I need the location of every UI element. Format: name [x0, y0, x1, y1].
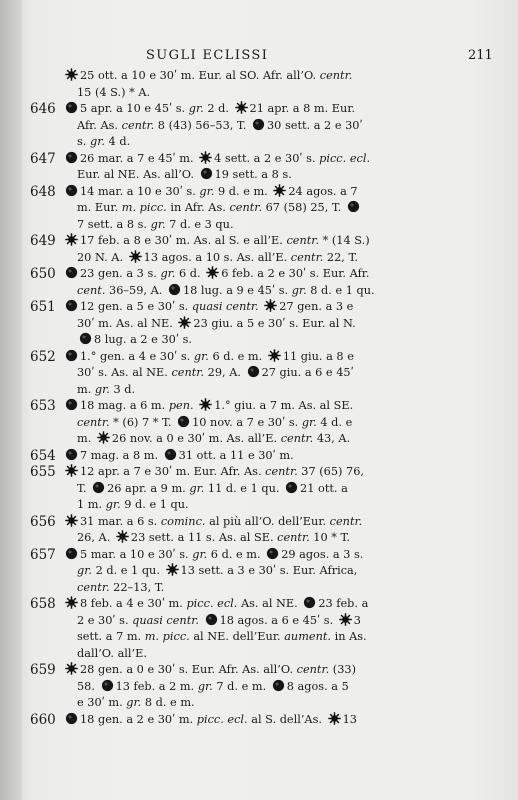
- text-run: 2 e 30ʹ s.: [77, 613, 133, 627]
- text-run: 4 sett. a 2 e 30ʹ s.: [214, 151, 320, 165]
- eclipse-entry: [0, 547, 518, 597]
- text-run: s.: [77, 135, 90, 148]
- lunar-eclipse-icon: [92, 481, 105, 494]
- eclipse-entry: [0, 299, 518, 349]
- text-line: [63, 497, 478, 514]
- text-run: 13 agos. a 10 s. As. all’E.: [143, 250, 291, 264]
- entry-text: [63, 596, 478, 662]
- solar-eclipse-icon: [199, 151, 212, 164]
- lunar-eclipse-icon: [65, 398, 78, 411]
- entry-text: [63, 514, 478, 547]
- solar-eclipse-icon: [264, 299, 277, 312]
- text-line: [63, 679, 478, 696]
- text-run: in As.: [331, 630, 367, 643]
- text-line: [63, 85, 478, 102]
- entry-year-number: 646: [30, 101, 56, 117]
- entry-year-number: 651: [30, 299, 56, 315]
- eclipse-entry: [0, 266, 518, 299]
- entry-year-number: 649: [30, 233, 56, 249]
- text-run: 15 (4 S.) * A.: [77, 85, 151, 99]
- text-run: 28 gen. a 0 e 30ʹ s. Eur. Afr. As. all’O.: [80, 663, 297, 676]
- text-run: 7 d. e m.: [212, 679, 270, 693]
- text-line: [63, 662, 478, 679]
- entry-text: [63, 151, 478, 184]
- text-run: [194, 399, 198, 412]
- text-run: 10 * T.: [309, 531, 350, 544]
- lunar-eclipse-icon: [101, 679, 114, 692]
- text-run: 18 gen. a 2 e 30ʹ m.: [80, 712, 197, 726]
- italic-term: centr.: [329, 514, 363, 528]
- text-line: [63, 712, 478, 729]
- text-run: 12 gen. a 5 e 30ʹ s.: [80, 300, 192, 313]
- text-run: 2 d. e 1 qu.: [91, 564, 164, 577]
- lunar-eclipse-icon: [177, 415, 190, 428]
- entry-text: [63, 299, 478, 349]
- text-run: al S. dell’As.: [247, 712, 326, 726]
- italic-term: gr.: [193, 349, 209, 363]
- running-title: SUGLI ECLISSI: [146, 48, 269, 63]
- text-run: 26 apr. a 9 m.: [107, 481, 190, 495]
- text-run: 5 mar. a 10 e 30ʹ s.: [80, 547, 193, 561]
- text-run: dall’O. all’E.: [77, 646, 147, 660]
- text-line: [63, 547, 478, 564]
- text-run: 12 apr. a 7 e 30ʹ m. Eur. Afr. As.: [80, 465, 266, 478]
- eclipse-entry: [0, 596, 518, 662]
- entry-text: [63, 464, 478, 514]
- text-line: [63, 629, 478, 646]
- text-line: [63, 580, 478, 597]
- italic-term: gr.: [189, 481, 205, 495]
- entry-year-number: 650: [30, 266, 56, 282]
- solar-eclipse-icon: [65, 464, 78, 477]
- eclipse-entry: [0, 349, 518, 399]
- italic-term: centr.: [296, 663, 330, 676]
- page-number: 211: [468, 48, 493, 63]
- text-line: [63, 101, 478, 118]
- italic-term: centr.: [290, 250, 324, 264]
- text-run: 8 feb. a 4 e 30ʹ m.: [80, 597, 187, 610]
- text-line: [63, 382, 478, 399]
- text-run: 11 giu. a 8 e: [282, 349, 354, 363]
- text-run: 7 d. e 3 qu.: [165, 217, 234, 231]
- italic-term: aument.: [284, 630, 332, 643]
- text-run: 2 d.: [203, 102, 233, 115]
- text-line: [63, 151, 478, 168]
- solar-eclipse-icon: [178, 316, 191, 329]
- text-line: [63, 415, 478, 432]
- text-run: [259, 300, 263, 313]
- solar-eclipse-icon: [273, 184, 286, 197]
- entry-text: [63, 184, 478, 234]
- italic-term: centr.: [280, 432, 314, 445]
- lunar-eclipse-icon: [252, 118, 265, 131]
- eclipse-entry: [0, 151, 518, 184]
- text-line: [63, 283, 478, 300]
- text-line: [63, 613, 478, 630]
- entry-text: [63, 101, 478, 151]
- text-line: [63, 266, 478, 283]
- italic-term: gr.: [192, 547, 208, 561]
- text-run: 9 d. e 1 qu.: [120, 498, 189, 511]
- text-run: 6 feb. a 2 e 30ʹ s. Eur. Afr.: [221, 267, 370, 280]
- text-run: T.: [77, 481, 91, 495]
- entry-text: [63, 712, 478, 729]
- text-line: [63, 167, 478, 184]
- eclipse-entry: [0, 448, 518, 465]
- text-run: 6 d.: [175, 267, 205, 280]
- solar-eclipse-icon: [206, 266, 219, 279]
- entry-text: [63, 448, 478, 465]
- italic-term: picc. ecl.: [196, 712, 248, 726]
- text-run: 20 N. A.: [77, 250, 127, 264]
- italic-term: gr.: [105, 498, 121, 511]
- solar-eclipse-icon: [199, 398, 212, 411]
- italic-term: quasi centr.: [191, 300, 259, 313]
- solar-eclipse-icon: [268, 349, 281, 362]
- italic-term: cominc.: [160, 514, 206, 528]
- text-line: [63, 349, 478, 366]
- italic-term: cent.: [77, 283, 106, 297]
- text-run: 1.° gen. a 4 e 30ʹ s.: [80, 349, 194, 363]
- text-line: [63, 398, 478, 415]
- text-line: [63, 200, 478, 217]
- italic-term: gr.: [77, 564, 92, 577]
- text-run: m.: [77, 432, 95, 445]
- text-run: al NE. dell’Eur.: [189, 630, 285, 643]
- text-line: [63, 448, 478, 465]
- solar-eclipse-icon: [116, 530, 129, 543]
- text-run: 21 apr. a 8 m. Eur.: [249, 102, 356, 115]
- text-run: * (14 S.): [319, 234, 370, 247]
- text-run: 29, A.: [204, 366, 245, 379]
- text-run: sett. a 7 m.: [77, 630, 145, 643]
- text-run: 24 agos. a 7: [288, 184, 358, 198]
- page-header: [0, 48, 518, 68]
- solar-eclipse-icon: [339, 613, 352, 626]
- text-run: 23 giu. a 5 e 30ʹ s. Eur. al N.: [193, 316, 356, 330]
- lunar-eclipse-icon: [65, 266, 78, 279]
- text-run: 27 gen. a 3 e: [279, 300, 354, 313]
- entry-year-number: 658: [30, 596, 56, 612]
- solar-eclipse-icon: [65, 68, 78, 81]
- text-run: 11 d. e 1 qu.: [204, 481, 284, 495]
- text-line: [63, 481, 478, 498]
- text-line: [63, 695, 478, 712]
- solar-eclipse-icon: [235, 101, 248, 114]
- lunar-eclipse-icon: [272, 679, 285, 692]
- lunar-eclipse-icon: [79, 332, 92, 345]
- text-run: 25 ott. a 10 e 30ʹ m. Eur. al SO. Afr. all’O.: [80, 69, 320, 82]
- text-line: [63, 250, 478, 267]
- italic-term: centr.: [286, 234, 320, 247]
- text-run: 7 mag. a 8 m.: [80, 448, 162, 462]
- italic-term: picc. ecl.: [186, 597, 238, 610]
- text-run: 8 (43) 56–53, T.: [154, 118, 250, 132]
- italic-term: centr.: [77, 580, 110, 594]
- eclipse-entry: [0, 662, 518, 712]
- text-run: 4 d.: [104, 135, 131, 148]
- text-run: 13: [342, 712, 357, 726]
- eclipse-entry: [0, 184, 518, 234]
- solar-eclipse-icon: [328, 712, 341, 725]
- text-run: 43, A.: [313, 432, 351, 445]
- entry-text: [63, 398, 478, 448]
- entry-year-number: 657: [30, 546, 56, 563]
- italic-term: gr.: [160, 267, 176, 280]
- eclipse-entry: [0, 514, 518, 547]
- text-run: 22, T.: [323, 250, 358, 264]
- lunar-eclipse-icon: [65, 547, 78, 560]
- text-run: 8 agos. a 5: [286, 679, 349, 693]
- text-run: 29 agos. a 3 s.: [281, 547, 364, 561]
- lunar-eclipse-icon: [65, 712, 78, 725]
- entry-year-number: 659: [30, 662, 56, 678]
- solar-eclipse-icon: [65, 514, 78, 527]
- lunar-eclipse-icon: [205, 613, 218, 626]
- text-run: 18 mag. a 6 m.: [80, 399, 169, 412]
- text-line: [63, 596, 478, 613]
- text-run: 6 d. e m.: [208, 349, 266, 363]
- eclipse-entry: [0, 233, 518, 266]
- text-run: [199, 614, 203, 627]
- italic-term: centr.: [319, 69, 353, 82]
- entry-year-number: 653: [30, 398, 56, 414]
- text-run: 18 agos. a 6 e 45ʹ s.: [219, 613, 337, 627]
- text-run: 67 (58) 25, T.: [262, 201, 345, 214]
- text-run: 30ʹ m. As. al NE.: [77, 316, 177, 330]
- text-run: 13 sett. a 3 e 30ʹ s. Eur. Africa,: [180, 564, 358, 577]
- text-run: 19 sett. a 8 s.: [214, 168, 292, 181]
- italic-term: gr.: [301, 415, 317, 429]
- text-run: 23 gen. a 3 s.: [80, 267, 161, 280]
- text-run: 26 mar. a 7 e 45ʹ m.: [80, 151, 198, 165]
- text-run: m. Eur.: [77, 201, 122, 214]
- text-line: [63, 646, 478, 663]
- lunar-eclipse-icon: [65, 299, 78, 312]
- italic-term: gr.: [291, 283, 307, 297]
- solar-eclipse-icon: [65, 596, 78, 609]
- entry-year-number: 652: [30, 348, 56, 365]
- italic-term: centr.: [171, 366, 205, 379]
- text-run: 30 sett. a 2 e 30ʹ: [267, 118, 363, 132]
- solar-eclipse-icon: [166, 563, 179, 576]
- entry-text: [63, 68, 478, 101]
- italic-term: gr.: [188, 102, 204, 115]
- text-run: 14 mar. a 10 e 30ʹ s.: [80, 184, 200, 198]
- text-run: 23 sett. a 11 s. As. al SE.: [130, 531, 278, 544]
- text-line: [63, 332, 478, 349]
- lunar-eclipse-icon: [303, 596, 316, 609]
- text-run: 31 ott. a 11 e 30ʹ m.: [178, 448, 294, 462]
- italic-term: centr.: [77, 415, 110, 429]
- lunar-eclipse-icon: [65, 184, 78, 197]
- italic-term: gr.: [150, 217, 166, 231]
- text-run: 58.: [77, 679, 99, 693]
- text-line: [63, 563, 478, 580]
- entry-year-number: 654: [30, 447, 56, 464]
- italic-term: m. picc.: [121, 201, 167, 214]
- text-line: [63, 530, 478, 547]
- text-line: [63, 299, 478, 316]
- eclipse-entry: [0, 464, 518, 514]
- italic-term: centr.: [265, 465, 298, 478]
- lunar-eclipse-icon: [247, 365, 260, 378]
- text-run: 4 d. e: [316, 415, 353, 429]
- text-line: [63, 233, 478, 250]
- italic-term: centr.: [121, 118, 155, 132]
- text-run: 21 ott. a: [300, 481, 348, 495]
- text-run: (33): [329, 663, 356, 676]
- italic-term: gr.: [94, 382, 110, 396]
- text-line: [63, 514, 478, 531]
- text-run: 18 lug. a 9 e 45ʹ s.: [182, 283, 292, 297]
- entry-text: [63, 547, 478, 597]
- italic-term: quasi centr.: [132, 613, 199, 627]
- lunar-eclipse-icon: [168, 283, 181, 296]
- entry-year-number: 648: [30, 183, 56, 200]
- eclipse-entries: [0, 68, 518, 728]
- text-run: 27 giu. a 6 e 45ʹ: [261, 366, 354, 379]
- text-run: al più all’O. dell’Eur.: [205, 514, 330, 528]
- solar-eclipse-icon: [129, 250, 142, 263]
- text-line: [63, 464, 478, 481]
- text-run: 13 feb. a 2 m.: [115, 679, 198, 693]
- text-run: 37 (65) 76,: [297, 465, 365, 478]
- italic-term: picc. ecl.: [319, 151, 371, 165]
- text-run: 8 lug. a 2 e 30ʹ s.: [94, 333, 192, 346]
- eclipse-entry: [0, 68, 518, 101]
- text-line: [63, 184, 478, 201]
- entry-text: [63, 233, 478, 266]
- lunar-eclipse-icon: [65, 151, 78, 164]
- lunar-eclipse-icon: [65, 101, 78, 114]
- eclipse-entry: [0, 712, 518, 729]
- entry-year-number: 655: [30, 464, 56, 480]
- entry-text: [63, 266, 478, 299]
- text-run: 31 mar. a 6 s.: [80, 514, 161, 528]
- solar-eclipse-icon: [65, 662, 78, 675]
- italic-term: gr.: [197, 679, 213, 693]
- text-line: [63, 431, 478, 448]
- text-run: 7 sett. a 8 s.: [77, 217, 151, 231]
- entry-year-number: 656: [30, 513, 56, 530]
- text-run: 8 d. e 1 qu.: [306, 283, 375, 297]
- lunar-eclipse-icon: [164, 448, 177, 461]
- text-run: 1 m.: [77, 498, 106, 511]
- italic-term: gr.: [199, 184, 215, 198]
- text-run: 1.° giu. a 7 m. As. al SE.: [214, 399, 354, 412]
- italic-term: pen.: [168, 399, 194, 412]
- text-run: e 30ʹ m.: [77, 696, 127, 709]
- solar-eclipse-icon: [65, 233, 78, 246]
- text-run: in Afr. As.: [166, 201, 230, 214]
- text-run: As. al NE.: [237, 597, 302, 610]
- entry-text: [63, 349, 478, 399]
- text-line: [63, 316, 478, 333]
- text-run: 9 d. e m.: [214, 184, 272, 198]
- text-run: 10 nov. a 7 e 30ʹ s.: [192, 415, 302, 429]
- text-run: Eur. al NE. As. all’O.: [77, 168, 198, 181]
- text-run: 23 feb. a: [318, 597, 369, 610]
- italic-term: gr.: [126, 696, 142, 709]
- italic-term: gr.: [89, 135, 105, 148]
- italic-term: centr.: [277, 531, 310, 544]
- text-run: m.: [77, 382, 95, 396]
- lunar-eclipse-icon: [347, 200, 360, 213]
- italic-term: centr.: [229, 201, 263, 214]
- text-run: 8 d. e m.: [141, 696, 195, 709]
- text-run: 30ʹ s. As. al NE.: [77, 366, 172, 379]
- text-line: [63, 365, 478, 382]
- text-run: 26, A.: [77, 531, 114, 544]
- text-run: 17 feb. a 8 e 30ʹ m. As. al S. e all’E.: [80, 234, 287, 247]
- text-run: 3 d.: [109, 382, 136, 396]
- entry-year-number: 660: [30, 711, 56, 728]
- lunar-eclipse-icon: [266, 547, 279, 560]
- entry-year-number: 647: [30, 150, 56, 167]
- lunar-eclipse-icon: [200, 167, 213, 180]
- text-run: 6 d. e m.: [207, 547, 265, 561]
- text-run: 36–59, A.: [105, 283, 166, 297]
- entry-text: [63, 662, 478, 712]
- italic-term: m. picc.: [144, 630, 190, 643]
- eclipse-entry: [0, 101, 518, 151]
- lunar-eclipse-icon: [65, 349, 78, 362]
- text-run: 26 nov. a 0 e 30ʹ m. As. all’E.: [111, 432, 281, 445]
- text-run: Afr. As.: [77, 118, 122, 132]
- lunar-eclipse-icon: [285, 481, 298, 494]
- lunar-eclipse-icon: [65, 448, 78, 461]
- text-run: 22–13, T.: [109, 580, 165, 594]
- text-line: [63, 134, 478, 151]
- text-run: * (6) 7 * T.: [109, 415, 176, 429]
- text-line: [63, 68, 478, 85]
- text-run: 5 apr. a 10 e 45ʹ s.: [80, 102, 189, 115]
- solar-eclipse-icon: [97, 431, 110, 444]
- text-line: [63, 118, 478, 135]
- text-line: [63, 217, 478, 234]
- text-run: 3: [353, 613, 361, 627]
- eclipse-entry: [0, 398, 518, 448]
